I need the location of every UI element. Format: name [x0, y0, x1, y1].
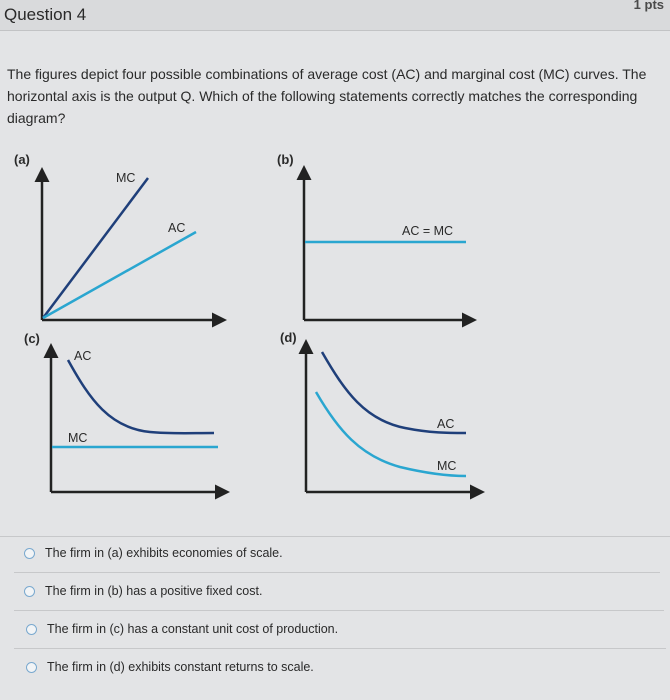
- answer-option-4[interactable]: [26, 660, 314, 674]
- panel-a-label: (a): [14, 152, 30, 167]
- panel-c-label: (c): [24, 331, 40, 346]
- panel-c-ac-label: AC: [74, 349, 92, 363]
- panel-b-ac-mc-label: AC = MC: [402, 224, 454, 238]
- panel-a: [14, 152, 222, 320]
- question-title: Question 4: [4, 5, 87, 24]
- panel-d: [280, 330, 480, 492]
- answer-label: The firm in (a) exhibits economies of scale.: [45, 546, 283, 560]
- answer-option-1[interactable]: [24, 546, 283, 560]
- panel-b: [277, 152, 472, 320]
- panel-c: [24, 331, 225, 492]
- panel-c-mc-label: MC: [68, 431, 88, 445]
- panel-a-mc-label: MC: [116, 171, 136, 185]
- question-prompt: The figures depict four possible combinations of average cost (AC) and marginal cost (MC) curves. The horizontal axis is the output Q. Which of the following statements correctly matches the corresponding diagram?: [7, 66, 647, 126]
- radio-button[interactable]: [26, 662, 37, 673]
- answer-label: The firm in (b) has a positive fixed cost.: [45, 584, 263, 598]
- radio-button[interactable]: [24, 586, 35, 597]
- panel-d-label: (d): [280, 330, 297, 345]
- panel-a-ac-curve: [43, 232, 196, 318]
- answer-option-2[interactable]: [24, 584, 262, 598]
- answer-label: The firm in (d) exhibits constant returns to scale.: [47, 660, 314, 674]
- question-points: 1 pts: [633, 0, 664, 12]
- panel-c-ac-curve: [68, 360, 214, 433]
- divider: [14, 648, 666, 649]
- divider: [14, 572, 660, 573]
- divider: [0, 536, 670, 537]
- panel-d-ac-label: AC: [437, 417, 455, 431]
- panel-a-mc-curve: [43, 178, 148, 318]
- panel-d-mc-label: MC: [437, 459, 457, 473]
- divider: [14, 610, 664, 611]
- radio-button[interactable]: [26, 624, 37, 635]
- answer-option-3[interactable]: [26, 622, 338, 636]
- answer-label: The firm in (c) has a constant unit cost of production.: [47, 622, 339, 636]
- panel-a-ac-label: AC: [168, 221, 186, 235]
- panel-b-label: (b): [277, 152, 294, 167]
- radio-button[interactable]: [24, 548, 35, 559]
